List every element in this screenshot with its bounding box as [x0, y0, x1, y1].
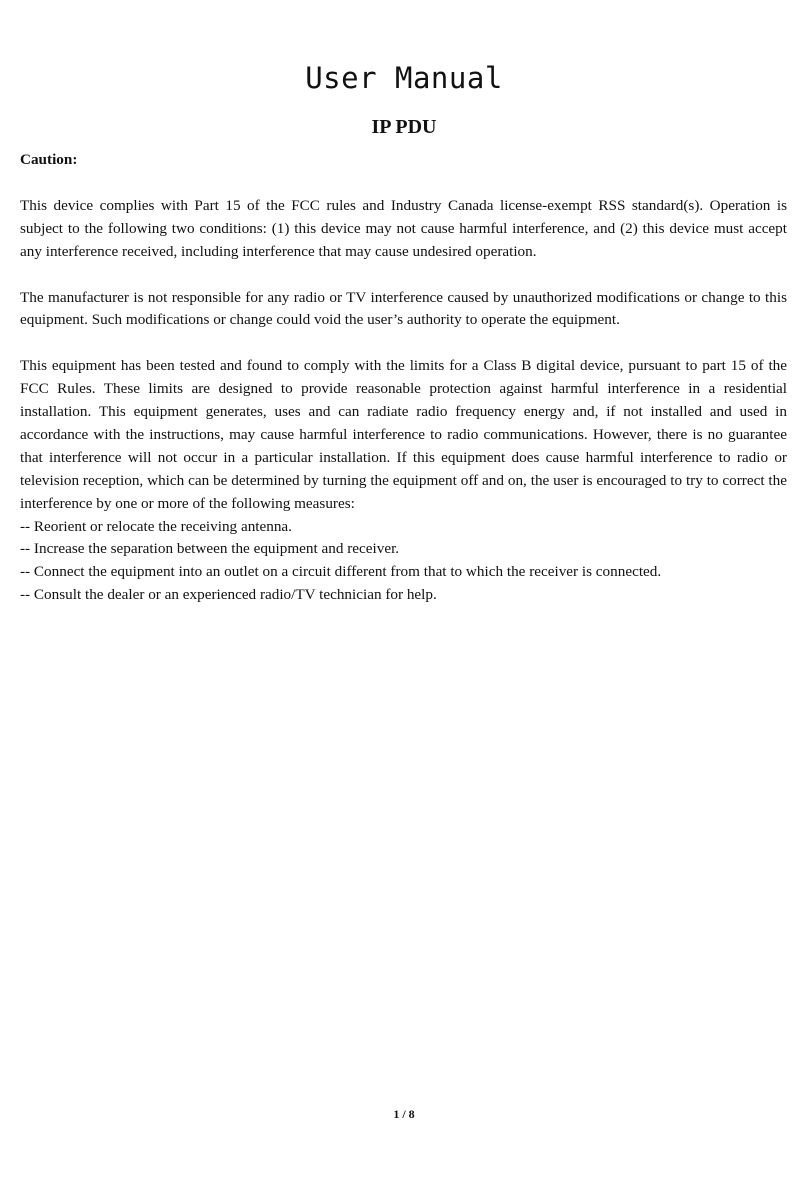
list-item: -- Reorient or relocate the receiving antenna.	[20, 517, 292, 535]
list-item: -- Connect the equipment into an outlet on a circuit different from that to which the receiver is connected.	[20, 563, 662, 581]
measures-list	[20, 516, 787, 608]
document-title: User Manual	[305, 61, 503, 95]
class-b-paragraph: This equipment has been tested and found to comply with the limits for a Class B digital device, pursuant to part 15 of the FCC Rules. These limits are designed to provide reasonable protection against harmful interference in a residential installation. This equipment generates, uses and can radiate radio frequency energy and, if not installed and used in accordance with the instructions, may cause harmful interference to radio communications. However, there is no guarantee that interference will not occur in a particular installation. If this equipment does cause harmful interference to radio or television reception, which can be determined by turning the equipment off and on, the user is encouraged to try to correct the interference by one or more of the following measures:	[20, 357, 787, 512]
document-subtitle: IP PDU	[371, 116, 437, 138]
page-number: 1 / 8	[393, 1107, 415, 1121]
list-item: -- Consult the dealer or an experienced radio/TV technician for help.	[20, 586, 437, 604]
document-body	[20, 149, 787, 607]
fcc-compliance-paragraph: This device complies with Part 15 of the FCC rules and Industry Canada license-exempt RSS standard(s). Operation is subject to the following two conditions: (1) this device may not cause harmful interference, and (2) this device must accept any interference received, including interference that may cause undesired operation.	[20, 196, 787, 260]
list-item: -- Increase the separation between the equipment and receiver.	[20, 540, 400, 558]
manufacturer-disclaimer-paragraph: The manufacturer is not responsible for any radio or TV interference caused by unauthorized modifications or change to this equipment. Such modifications or change could void the user’s authority to operate the equipment.	[20, 288, 787, 329]
caution-heading: Caution:	[20, 151, 78, 168]
